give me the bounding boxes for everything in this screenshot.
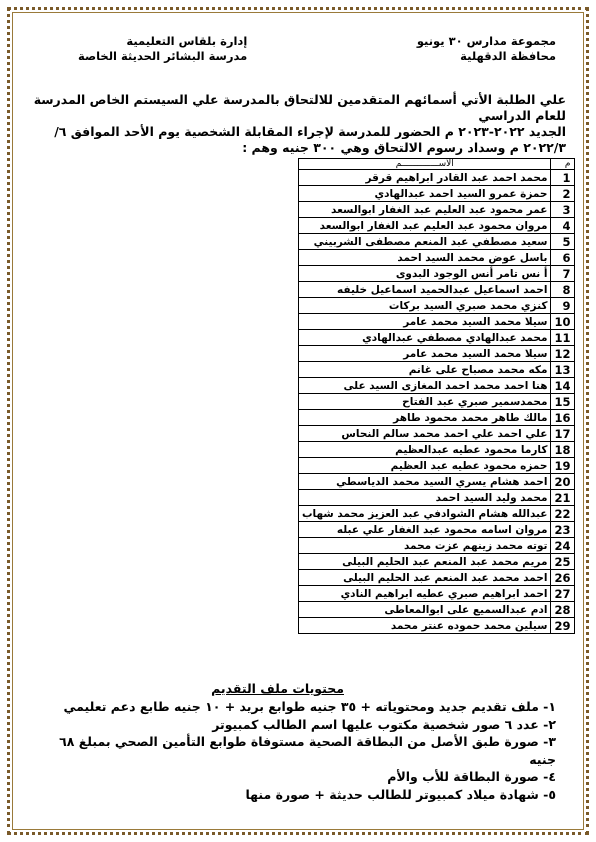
row-number: 6 xyxy=(551,250,574,266)
student-name: سيلين محمد حموده عنتر محمد xyxy=(299,618,551,634)
table-row xyxy=(299,234,575,250)
student-name: محمد عبدالهادي مصطفي عبدالهادي xyxy=(299,330,551,346)
table-row xyxy=(299,522,575,538)
row-number: 21 xyxy=(551,490,574,506)
announcement-line: علي الطلبة الأتي أسمائهم المتقدمين للالتحاق بالمدرسة علي السيستم الخاص المدرسة للعام الدراسي xyxy=(33,92,566,123)
student-name: محمد وليد السيد احمد xyxy=(299,490,551,506)
student-name: احمد محمد عبد المنعم عبد الحليم البيلى xyxy=(299,570,551,586)
header-group-name: مجموعة مدارس ٣٠ يونيو xyxy=(416,34,556,48)
student-name: محمد احمد عبد القادر ابراهيم قرقر xyxy=(299,170,551,186)
student-name: عبدالله هشام الشوادفي عبد العزيز محمد شهاب xyxy=(299,506,551,522)
row-number: 26 xyxy=(551,570,574,586)
header-administration: إدارة بلقاس التعليمية xyxy=(126,34,248,48)
table-row xyxy=(299,250,575,266)
student-name: حمزة عمرو السيد احمد عبدالهادي xyxy=(299,186,551,202)
row-number: 25 xyxy=(551,554,574,570)
row-number: 27 xyxy=(551,586,574,602)
row-number: 13 xyxy=(551,362,574,378)
table-header-row xyxy=(299,159,575,170)
student-name: مروان اسامه محمود عبد الغفار علي عبله xyxy=(299,522,551,538)
header-num: م xyxy=(551,159,574,170)
student-name: احمد هشام يسري السيد محمد الدياسطي xyxy=(299,474,551,490)
row-number: 15 xyxy=(551,394,574,410)
header-governorate: محافظة الدقهلية xyxy=(460,49,556,63)
student-name: ادم عبدالسميع على ابوالمعاطى xyxy=(299,602,551,618)
student-name: عمر محمود عبد العليم عبد الغفار ابوالسعد xyxy=(299,202,551,218)
table-row xyxy=(299,554,575,570)
student-name: كارما محمود عطيه عبدالعظيم xyxy=(299,442,551,458)
student-name: علي احمد علي احمد محمد سالم النحاس xyxy=(299,426,551,442)
student-name: هنا احمد محمد احمد المغازى السيد على xyxy=(299,378,551,394)
row-number: 7 xyxy=(551,266,574,282)
row-number: 3 xyxy=(551,202,574,218)
row-number: 9 xyxy=(551,298,574,314)
header-left xyxy=(78,34,247,64)
table-row xyxy=(299,378,575,394)
row-number: 23 xyxy=(551,522,574,538)
student-name: مكه محمد مصباح على غانم xyxy=(299,362,551,378)
student-name: مالك طاهر محمد محمود طاهر xyxy=(299,410,551,426)
contents-item: ١- ملف تقديم جديد ومحتوياته + ٣٥ جنيه طوابع بريد + ١٠ جنيه طابع دعم تعليمي xyxy=(63,699,556,714)
row-number: 20 xyxy=(551,474,574,490)
table-row xyxy=(299,474,575,490)
row-number: 19 xyxy=(551,458,574,474)
student-name: مروان محمود عبد العليم عبد الغفار ابوالسعد xyxy=(299,218,551,234)
row-number: 11 xyxy=(551,330,574,346)
student-name: باسل عوض محمد السيد احمد xyxy=(299,250,551,266)
row-number: 24 xyxy=(551,538,574,554)
header-name: الاســــــــــــــم xyxy=(299,159,551,170)
table-row xyxy=(299,282,575,298)
student-name: أ نس تامر أنس الوجود البدوى xyxy=(299,266,551,282)
table-row xyxy=(299,362,575,378)
table-row xyxy=(299,570,575,586)
row-number: 28 xyxy=(551,602,574,618)
table-row xyxy=(299,490,575,506)
table-row xyxy=(299,426,575,442)
row-number: 1 xyxy=(551,170,574,186)
table-row xyxy=(299,442,575,458)
contents-item: ٢- عدد ٦ صور شخصية مكتوب عليها اسم الطالب كمبيوتر xyxy=(212,716,556,732)
table-row xyxy=(299,218,575,234)
students-table xyxy=(298,158,575,634)
table-row xyxy=(299,170,575,186)
student-name: سعيد مصطفي عبد المنعم مصطفى الشربيني xyxy=(299,234,551,250)
table-row xyxy=(299,330,575,346)
contents-item: ٤- صورة البطاقة للأب والأم xyxy=(387,769,556,784)
row-number: 22 xyxy=(551,506,574,522)
table-row xyxy=(299,410,575,426)
row-number: 16 xyxy=(551,410,574,426)
student-name: سيلا محمد السيد محمد عامر xyxy=(299,346,551,362)
student-name: توته محمد زينهم عزت محمد xyxy=(299,538,551,554)
student-name: احمد اسماعيل عبدالحميد اسماعيل خليفه xyxy=(299,282,551,298)
table-row xyxy=(299,618,575,634)
contents-title: محتويات ملف التقديم xyxy=(211,681,344,696)
student-name: سيلا محمد السيد محمد عامر xyxy=(299,314,551,330)
table-row xyxy=(299,266,575,282)
table-row xyxy=(299,202,575,218)
row-number: 14 xyxy=(551,378,574,394)
row-number: 17 xyxy=(551,426,574,442)
row-number: 5 xyxy=(551,234,574,250)
row-number: 4 xyxy=(551,218,574,234)
row-number: 2 xyxy=(551,186,574,202)
table-row xyxy=(299,586,575,602)
table-row xyxy=(299,458,575,474)
table-row xyxy=(299,186,575,202)
table-row xyxy=(299,602,575,618)
student-name: مريم محمد عبد المنعم عبد الحليم البيلى xyxy=(299,554,551,570)
row-number: 10 xyxy=(551,314,574,330)
student-name: احمد ابراهيم صبري عطيه ابراهيم النادي xyxy=(299,586,551,602)
table-row xyxy=(299,346,575,362)
table-row xyxy=(299,298,575,314)
student-name: حمزه محمود عطيه عبد العظيم xyxy=(299,458,551,474)
contents-item: ٥- شهادة ميلاد كمبيوتر للطالب حديثة + صورة منها xyxy=(245,786,556,802)
contents-list xyxy=(36,698,556,803)
announcement-line: ٢٠٢٢/٣ م وسداد رسوم الالتحاق وهي ٣٠٠ جنيه وهم : xyxy=(242,140,566,155)
header-right xyxy=(417,34,556,64)
row-number: 12 xyxy=(551,346,574,362)
row-number: 29 xyxy=(551,618,574,634)
row-number: 8 xyxy=(551,282,574,298)
student-name: محمدسمير صبري عبد الفتاح xyxy=(299,394,551,410)
header-school-name: مدرسة البشائر الحديثة الخاصة xyxy=(78,49,248,63)
row-number: 18 xyxy=(551,442,574,458)
contents-item: ٣- صورة طبق الأصل من البطاقة الصحية مستوفاة طوابع التأمين الصحي بمبلغ ٦٨ جنيه xyxy=(59,734,556,767)
announcement-line: الجديد ٢٠٢٢-٢٠٢٣ م الحضور للمدرسة لإجراء المقابلة الشخصية يوم الأحد الموافق ٦/ xyxy=(54,124,566,139)
students-table-body xyxy=(299,170,575,634)
table-row xyxy=(299,506,575,522)
announcement-text xyxy=(28,92,566,156)
student-name: كنزي محمد صبري السيد بركات xyxy=(299,298,551,314)
table-row xyxy=(299,314,575,330)
table-row xyxy=(299,394,575,410)
table-row xyxy=(299,538,575,554)
